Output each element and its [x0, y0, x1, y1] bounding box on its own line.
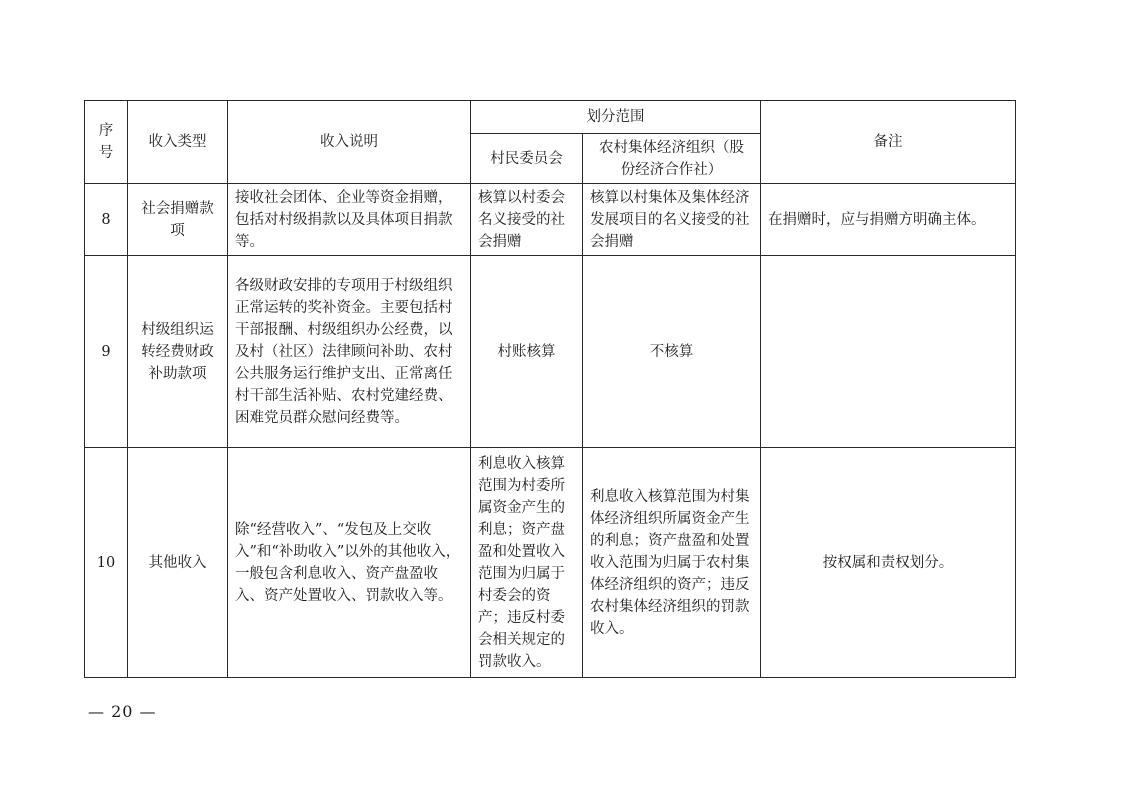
row-9-collective: 不核算 — [583, 256, 761, 448]
header-collective-org-label: 农村集体经济组织（股份经济合作社） — [599, 139, 744, 178]
table-row — [85, 256, 1016, 448]
page-number: — 20 — — [88, 702, 157, 721]
row-9-desc: 各级财政安排的专项用于村级组织正常运转的奖补资金。主要包括村干部报酬、村级组织办公经费，以及村（社区）法律顾问补助、农村公共服务运行维护支出、正常离任村干部生活补贴、农村党建经费、困难党员群众慰问经费等。 — [228, 256, 471, 448]
row-10-remark: 按权属和责权划分。 — [761, 448, 1016, 678]
row-9-seq: 9 — [85, 256, 128, 448]
row-8-type-label: 社会捐赠款项 — [141, 200, 214, 239]
row-8-village: 核算以村委会名义接受的社会捐赠 — [471, 184, 583, 256]
header-remarks: 备注 — [761, 101, 1016, 184]
row-8-seq: 8 — [85, 184, 128, 256]
row-9-village: 村账核算 — [471, 256, 583, 448]
row-10-desc: 除“经营收入”、“发包及上交收入”和“补助收入”以外的其他收入，一般包含利息收入、资产盘盈收入、资产处置收入、罚款收入等。 — [228, 448, 471, 678]
row-10-seq: 10 — [85, 448, 128, 678]
header-seq — [85, 101, 128, 184]
header-income-type: 收入类型 — [128, 101, 228, 184]
row-10-collective: 利息收入核算范围为村集体经济组织所属资金产生的利息；资产盘盈和处置收入范围为归属于农村集体经济组织的资产；违反农村集体经济组织的罚款收入。 — [583, 448, 761, 678]
row-9-type — [128, 256, 228, 448]
header-collective-org — [583, 134, 761, 184]
row-8-remark: 在捐赠时，应与捐赠方明确主体。 — [761, 184, 1016, 256]
row-9-remark — [761, 256, 1016, 448]
row-10-type: 其他收入 — [128, 448, 228, 678]
row-8-collective: 核算以村集体及集体经济发展项目的名义接受的社会捐赠 — [583, 184, 761, 256]
row-8-type — [128, 184, 228, 256]
table-row — [85, 184, 1016, 256]
income-table — [84, 100, 1016, 678]
table-row — [85, 448, 1016, 678]
row-8-desc: 接收社会团体、企业等资金捐赠，包括对村级捐款以及具体项目捐款等。 — [228, 184, 471, 256]
header-seq-label: 序号 — [98, 123, 114, 161]
header-income-desc: 收入说明 — [228, 101, 471, 184]
header-village-committee: 村民委员会 — [471, 134, 583, 184]
row-10-village: 利息收入核算范围为村委所属资金产生的利息；资产盘盈和处置收入范围为归属于村委会的资产；违反村委会相关规定的罚款收入。 — [471, 448, 583, 678]
header-scope: 划分范围 — [471, 101, 761, 134]
row-9-type-label: 村级组织运转经费财政补助款项 — [141, 321, 214, 382]
